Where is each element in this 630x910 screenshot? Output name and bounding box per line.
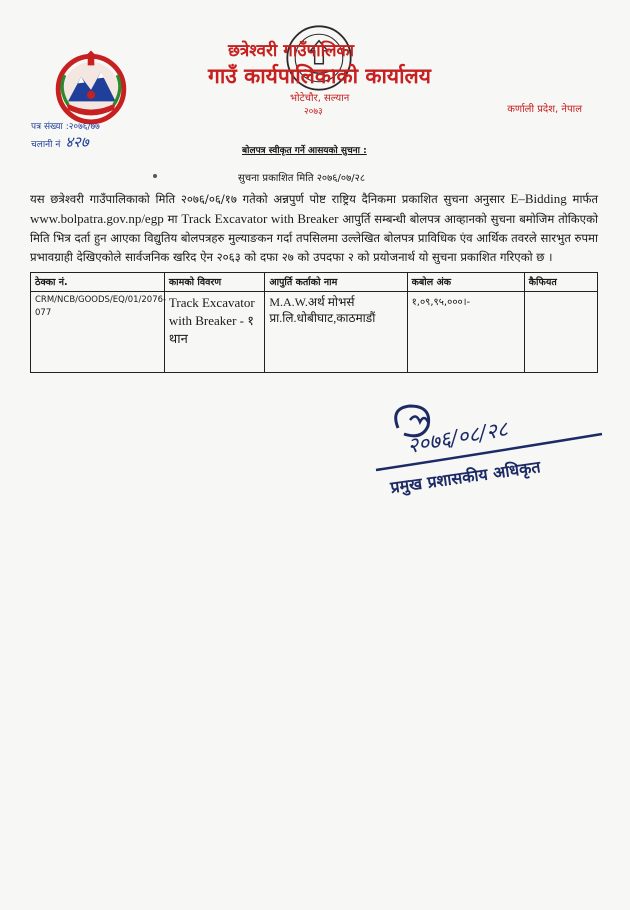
- signatory-title: प्रमुख प्रशासकीय अधिकृत: [389, 457, 542, 498]
- table-header-row: [31, 273, 598, 292]
- province: कर्णाली प्रदेश, नेपाल: [507, 104, 582, 115]
- table-row: [31, 292, 598, 373]
- header-amount: कबोल अंक: [407, 273, 524, 292]
- ebidding-text: E–Bidding: [510, 191, 567, 206]
- header-vendor: आपुर्ति कर्ताको नाम: [265, 273, 407, 292]
- remarks-cell: [524, 292, 597, 373]
- dispatch-number: ४२७: [65, 133, 89, 151]
- dispatch-line: [31, 132, 89, 152]
- vendor-cell: M.A.W.अर्थ मोभर्स प्रा.लि.धोबीघाट,काठमाडौं: [265, 292, 407, 373]
- letter-number: पत्र संख्या :२०७६/७७: [31, 122, 100, 132]
- header-remarks: कैफियत: [524, 273, 597, 292]
- dot-mark: [153, 174, 157, 178]
- notice-subject: बोलपत्र स्वीकृत गर्ने आसयको सुचना :: [242, 146, 367, 156]
- body-part3: मा: [163, 212, 182, 226]
- header-contract-no: ठेक्का नं.: [31, 273, 165, 292]
- bolpatra-url: www.bolpatra.gov.np/egp: [30, 211, 164, 226]
- description-cell: Track Excavator with Breaker - १ थान: [164, 292, 264, 373]
- contract-no-cell: CRM/NCB/GOODS/EQ/01/2076-077: [31, 292, 165, 373]
- established-year: २०७३: [304, 107, 323, 117]
- body-part2: मार्फत: [566, 192, 598, 206]
- office-place: भोटेचौर, सल्यान: [290, 93, 350, 104]
- signature-date: २०७६/०८/२८: [405, 416, 510, 459]
- body-part4: आपुर्ति सम्बन्धी बोलपत्र आव्हानको सुचना बमोजिम तोकिएको मिति भित्र दर्ता हुन आएका विद्युतिय बोलपत्रहरु मुल्याङकन गर्दा तपसिलमा उल्लेखित बोलपत्र प्राविधिक एंव आर्थिक तवरले सारभुत रुपमा प्रभावग्राही देखिएकोले सार्वजनिक खरिद ऐन २०६३ को दफा २७ को उपदफा २ को प्रयोजनार्थ यो सुचना प्रकाशित गरिएको छ ।: [30, 212, 598, 264]
- org-name: छत्रेश्वरी गाउँपालिका: [228, 41, 354, 61]
- office-name: गाउँ कार्यपालिकाको कार्यालय: [208, 64, 431, 88]
- dispatch-label: चलानी नं: [31, 140, 61, 150]
- body-part1: यस छत्रेश्वरी गाउँपालिकाको मिति २०७६/०६/१७ गतेको अन्नपुर्ण पोष्ट राष्ट्रिय दैनिकमा प्रकाशित सुचना अनुसार: [30, 192, 511, 206]
- header-description: कामको विवरण: [164, 273, 264, 292]
- publish-date: सुचना प्रकाशित मिति २०७६/०७/२८: [238, 173, 366, 184]
- item-name: Track Excavator with Breaker: [181, 211, 339, 226]
- nepal-government-emblem: [50, 44, 132, 126]
- bid-table: [30, 272, 598, 373]
- notice-body: [30, 189, 598, 267]
- amount-cell: १,०९,९५,०००।-: [407, 292, 524, 373]
